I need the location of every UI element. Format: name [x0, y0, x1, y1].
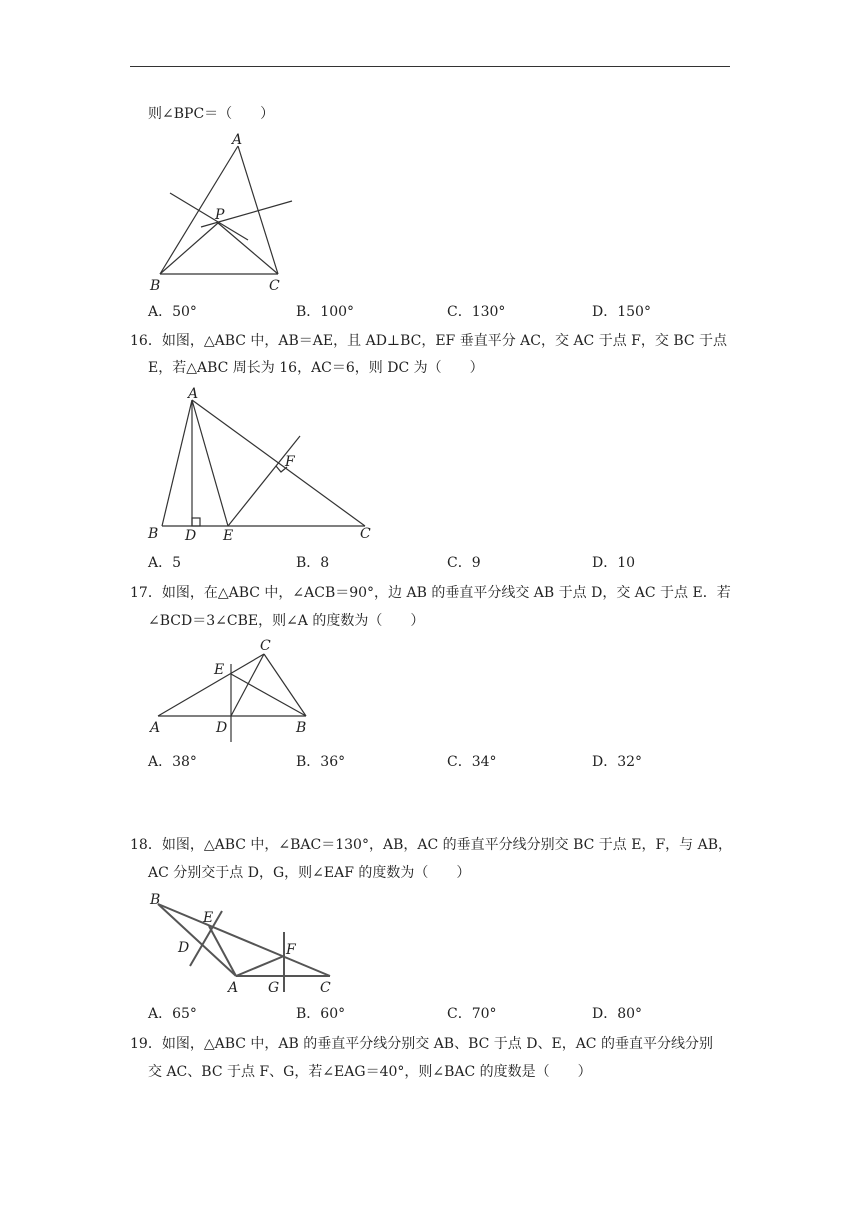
q17-label-e: E: [214, 662, 225, 678]
q18-label-b: B: [150, 892, 161, 908]
q17-label-a: A: [150, 720, 161, 736]
q16-label-b: B: [148, 526, 159, 542]
q15-option-c[interactable]: C．130°: [447, 304, 506, 320]
q15-label-a: A: [232, 132, 243, 148]
q17-label-d: D: [216, 720, 228, 736]
q16-label-a: A: [188, 386, 199, 402]
q16-option-b[interactable]: B．8: [296, 555, 330, 571]
q18-label-c: C: [320, 980, 331, 996]
q18-label-f: F: [286, 942, 296, 958]
q18-label-d: D: [178, 940, 190, 956]
q16-label-e: E: [223, 528, 234, 544]
q18-option-d[interactable]: D．80°: [592, 1006, 643, 1022]
q17-option-a[interactable]: A．38°: [148, 754, 197, 770]
q16-label-f: F: [285, 454, 295, 470]
q15-label-p: P: [215, 207, 225, 223]
q17-option-c[interactable]: C．34°: [447, 754, 497, 770]
q17-label-b: B: [296, 720, 307, 736]
q18-label-a: A: [228, 980, 239, 996]
q16-label-c: C: [360, 526, 371, 542]
q18-option-b[interactable]: B．60°: [296, 1006, 346, 1022]
q17-label-c: C: [260, 638, 271, 654]
q19-stem-line2: 交 AC、BC 于点 F、G，若∠EAG＝40°，则∠BAC 的度数是（ ）: [148, 1064, 592, 1080]
q15-label-c: C: [269, 278, 280, 294]
q16-stem-line1: 16．如图，△ABC 中，AB＝AE，且 AD⊥BC，EF 垂直平分 AC，交 AC 于点 F，交 BC 于点: [130, 333, 728, 349]
q19-stem-line1: 19．如图，△ABC 中，AB 的垂直平分线分别交 AB、BC 于点 D、E，AC 的垂直平分线分别: [130, 1036, 713, 1052]
q15-option-d[interactable]: D．150°: [592, 304, 651, 320]
q18-label-g: G: [268, 980, 280, 996]
q16-label-d: D: [185, 528, 197, 544]
q18-option-c[interactable]: C．70°: [447, 1006, 497, 1022]
q18-option-a[interactable]: A．65°: [148, 1006, 197, 1022]
q16-stem-line2: E，若△ABC 周长为 16，AC＝6，则 DC 为（ ）: [148, 360, 484, 376]
q16-option-c[interactable]: C．9: [447, 555, 481, 571]
q15-stem: 则∠BPC＝（ ）: [148, 106, 275, 122]
q18-stem-line1: 18．如图，△ABC 中，∠BAC＝130°，AB，AC 的垂直平分线分别交 BC 于点 E，F，与 AB，: [130, 837, 733, 853]
q16-option-a[interactable]: A．5: [148, 555, 182, 571]
q16-option-d[interactable]: D．10: [592, 555, 636, 571]
q18-stem-line2: AC 分别交于点 D，G，则∠EAF 的度数为（ ）: [148, 865, 471, 881]
q17-stem-line1: 17．如图，在△ABC 中，∠ACB＝90°，边 AB 的垂直平分线交 AB 于点 D，交 AC 于点 E．若: [130, 585, 731, 601]
q18-figure: [140, 888, 340, 998]
q17-option-d[interactable]: D．32°: [592, 754, 643, 770]
q18-label-e: E: [203, 910, 214, 926]
q15-option-b[interactable]: B．100°: [296, 304, 355, 320]
q17-stem-line2: ∠BCD＝3∠CBE，则∠A 的度数为（ ）: [148, 613, 425, 629]
q15-label-b: B: [150, 278, 161, 294]
q15-option-a[interactable]: A．50°: [148, 304, 197, 320]
q17-figure: [140, 636, 320, 746]
q16-figure: [140, 386, 380, 546]
q15-figure: [140, 130, 310, 295]
q17-option-b[interactable]: B．36°: [296, 754, 346, 770]
header-rule: [130, 66, 730, 67]
